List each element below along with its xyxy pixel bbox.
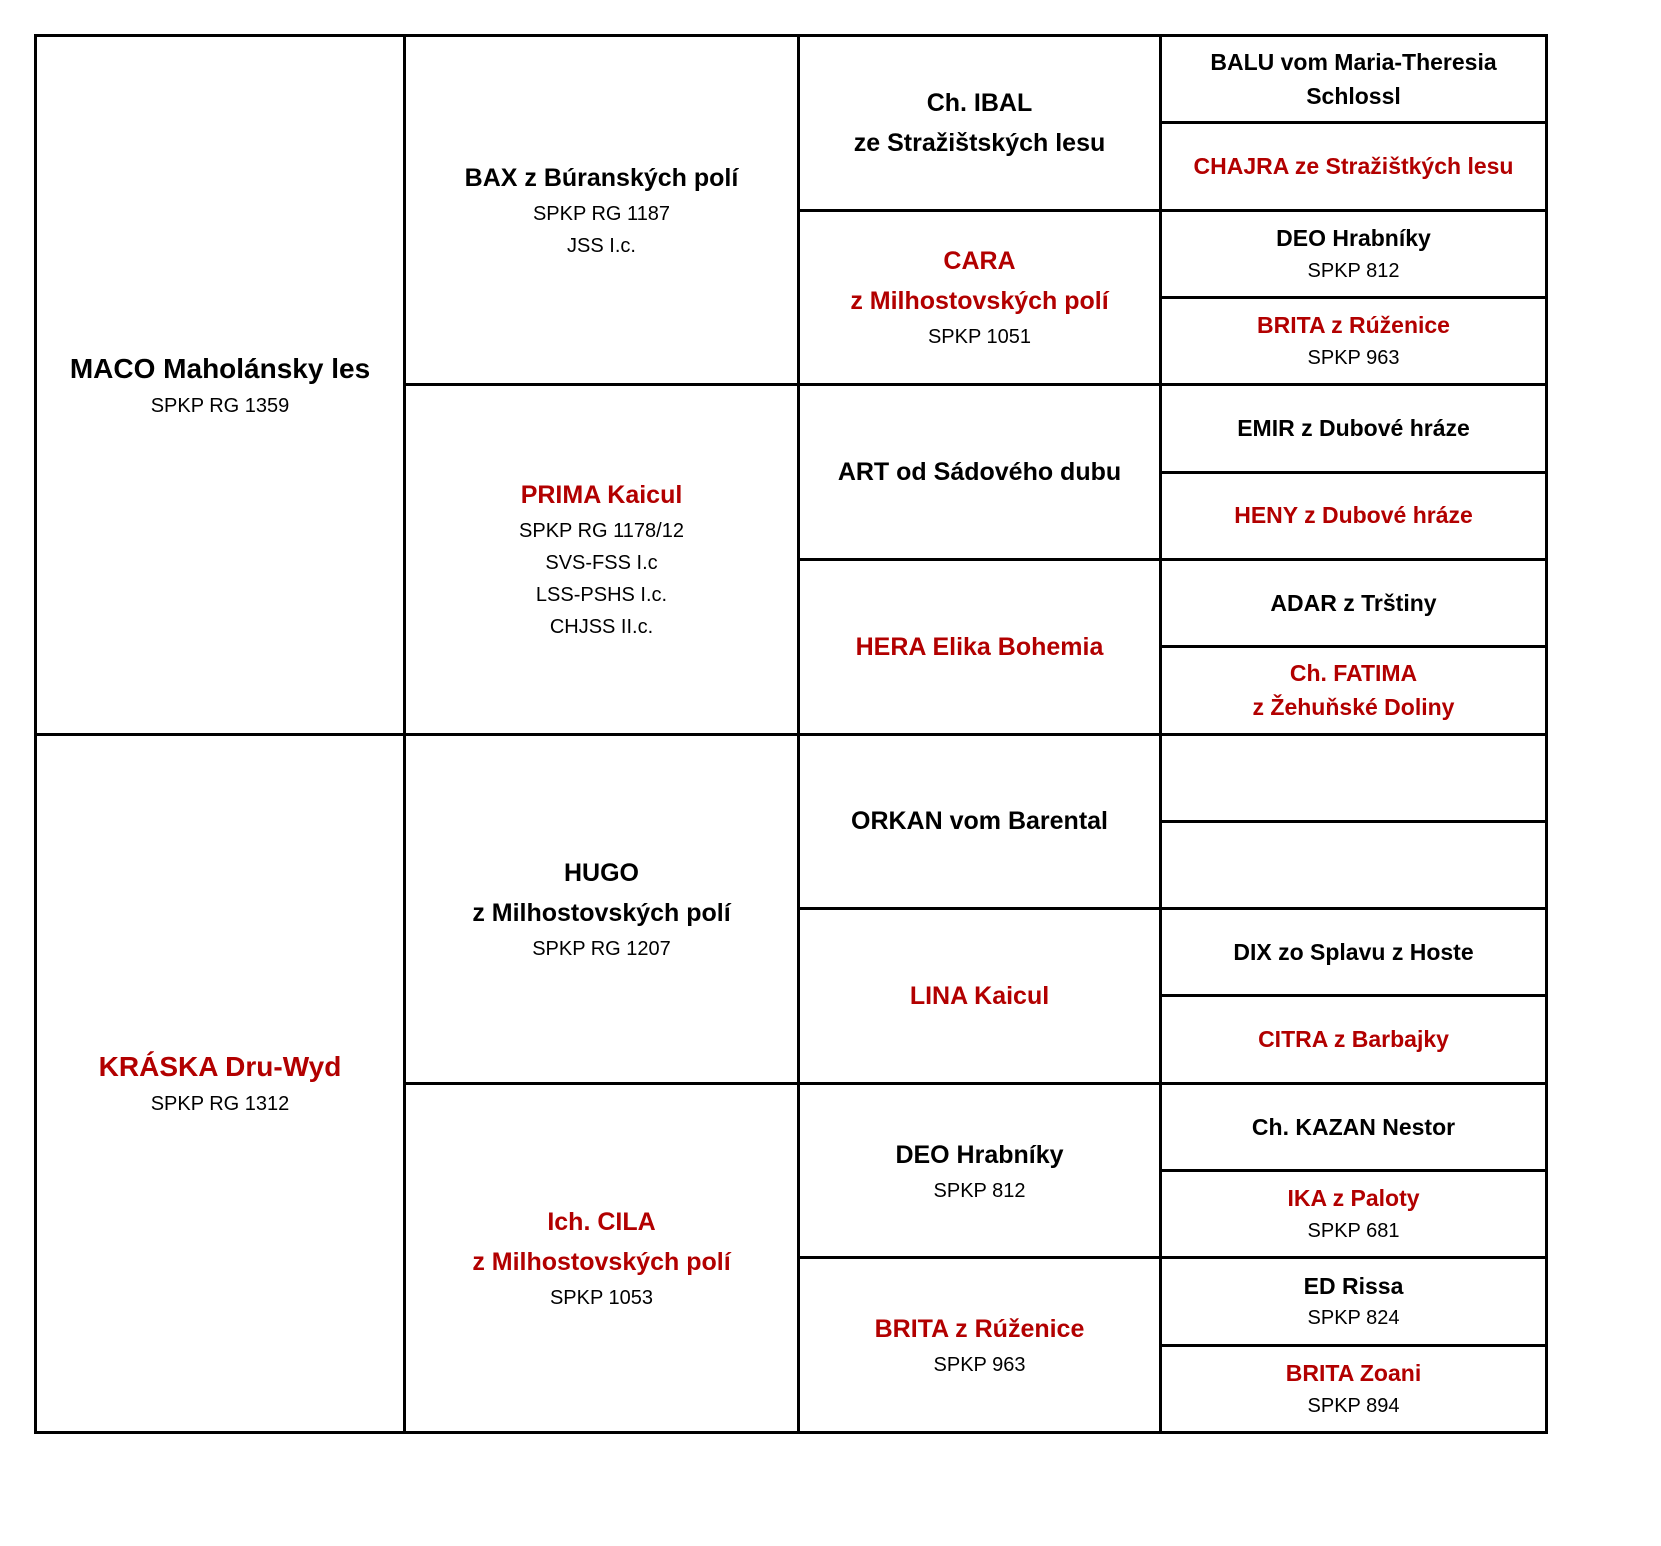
dam-cell — [403, 383, 797, 732]
sire-cell — [1159, 37, 1545, 121]
registration-text: SPKP 812 — [1307, 259, 1400, 282]
dog-name: z Milhostovských polí — [472, 898, 731, 927]
sire-cell — [1159, 907, 1545, 994]
dog-name: Ch. FATIMA — [1289, 659, 1418, 686]
registration-text: CHJSS II.c. — [549, 616, 654, 639]
dog-name: BALU vom Maria-Theresia — [1210, 48, 1497, 75]
dog-name: z Milhostovských polí — [850, 287, 1109, 316]
dam-cell — [1159, 645, 1545, 732]
dam-cell — [1159, 820, 1545, 907]
dog-name: DEO Hrabníky — [1276, 225, 1431, 252]
dog-name: z Žehuňské Doliny — [1252, 694, 1455, 721]
generation-2-column — [403, 37, 797, 1431]
registration-text: SPKP 963 — [1307, 346, 1400, 369]
registration-text: SPKP 894 — [1307, 1394, 1400, 1417]
dam-cell — [1159, 994, 1545, 1081]
sire-cell — [797, 733, 1159, 908]
sire-cell — [797, 37, 1159, 209]
dog-name: ORKAN vom Barental — [851, 807, 1108, 836]
registration-text: JSS I.c. — [567, 235, 636, 258]
registration-text: SVS-FSS I.c — [545, 552, 658, 575]
dog-name: ze Stražištských lesu — [853, 128, 1106, 157]
dog-name: BAX z Búranských polí — [464, 164, 739, 193]
dog-name: KRÁSKA Dru-Wyd — [98, 1051, 342, 1083]
sire-cell — [1159, 558, 1545, 645]
dam-cell — [1159, 1169, 1545, 1256]
pedigree-table — [34, 34, 1548, 1434]
dam-cell — [1159, 1344, 1545, 1431]
registration-text: SPKP RG 1359 — [150, 394, 290, 417]
dog-name: DIX zo Splavu z Hoste — [1233, 939, 1474, 966]
dam-cell — [1159, 121, 1545, 208]
dog-name: MACO Maholánsky les — [69, 352, 371, 384]
dog-name: BRITA Zoani — [1285, 1360, 1422, 1387]
dam-cell — [403, 1082, 797, 1431]
dog-name: LINA Kaicul — [909, 981, 1050, 1010]
dog-name: DEO Hrabníky — [895, 1140, 1064, 1169]
dog-name: EMIR z Dubové hráze — [1237, 415, 1470, 442]
dog-name: BRITA z Rúženice — [874, 1315, 1085, 1344]
dog-name: Ch. IBAL — [926, 88, 1033, 117]
sire-cell — [1159, 733, 1545, 820]
dam-cell — [797, 558, 1159, 733]
generation-4-column — [1159, 37, 1545, 1431]
dam-cell — [1159, 296, 1545, 383]
registration-text: LSS-PSHS I.c. — [535, 584, 668, 607]
dog-name: CHAJRA ze Stražištkých lesu — [1193, 153, 1514, 180]
generation-1-column — [37, 37, 403, 1431]
sire-cell — [403, 733, 797, 1082]
dam-cell — [797, 1256, 1159, 1431]
dog-name: IKA z Paloty — [1287, 1185, 1420, 1212]
generation-3-column — [797, 37, 1159, 1431]
sire-cell — [1159, 1082, 1545, 1169]
dog-name: ED Rissa — [1303, 1272, 1404, 1299]
dog-name: CARA — [943, 247, 1016, 276]
dam-cell — [797, 907, 1159, 1082]
dog-name: ADAR z Trštiny — [1270, 589, 1437, 616]
dog-name: PRIMA Kaicul — [520, 481, 683, 510]
dog-name: ART od Sádového dubu — [837, 458, 1122, 487]
dam-cell — [1159, 471, 1545, 558]
registration-text: SPKP RG 1187 — [532, 203, 671, 226]
sire-cell — [1159, 209, 1545, 296]
dog-name: HUGO — [564, 858, 639, 887]
sire-cell — [1159, 383, 1545, 470]
sire-cell — [1159, 1256, 1545, 1343]
sire-cell — [797, 1082, 1159, 1257]
sire-cell — [797, 383, 1159, 558]
dog-name: BRITA z Rúženice — [1257, 312, 1450, 339]
registration-text: SPKP RG 1207 — [532, 937, 671, 960]
dog-name: HERA Elika Bohemia — [855, 632, 1104, 661]
dog-name: Schlossl — [1306, 83, 1401, 110]
registration-text: SPKP 1053 — [549, 1286, 654, 1309]
registration-text: SPKP 681 — [1307, 1219, 1400, 1242]
registration-text: SPKP RG 1312 — [150, 1093, 290, 1116]
dam-cell — [37, 733, 403, 1432]
dog-name: HENY z Dubové hráze — [1234, 502, 1473, 529]
dog-name: CITRA z Barbajky — [1258, 1026, 1449, 1053]
registration-text: SPKP 963 — [933, 1354, 1026, 1377]
registration-text: SPKP 824 — [1307, 1307, 1400, 1330]
registration-text: SPKP 1051 — [927, 326, 1032, 349]
dog-name: Ich. CILA — [547, 1207, 656, 1236]
sire-cell — [403, 37, 797, 383]
dog-name: Ch. KAZAN Nestor — [1251, 1113, 1456, 1140]
sire-cell — [37, 37, 403, 733]
registration-text: SPKP 812 — [933, 1179, 1026, 1202]
registration-text: SPKP RG 1178/12 — [519, 520, 684, 543]
dog-name: z Milhostovských polí — [472, 1247, 731, 1276]
dam-cell — [797, 209, 1159, 384]
